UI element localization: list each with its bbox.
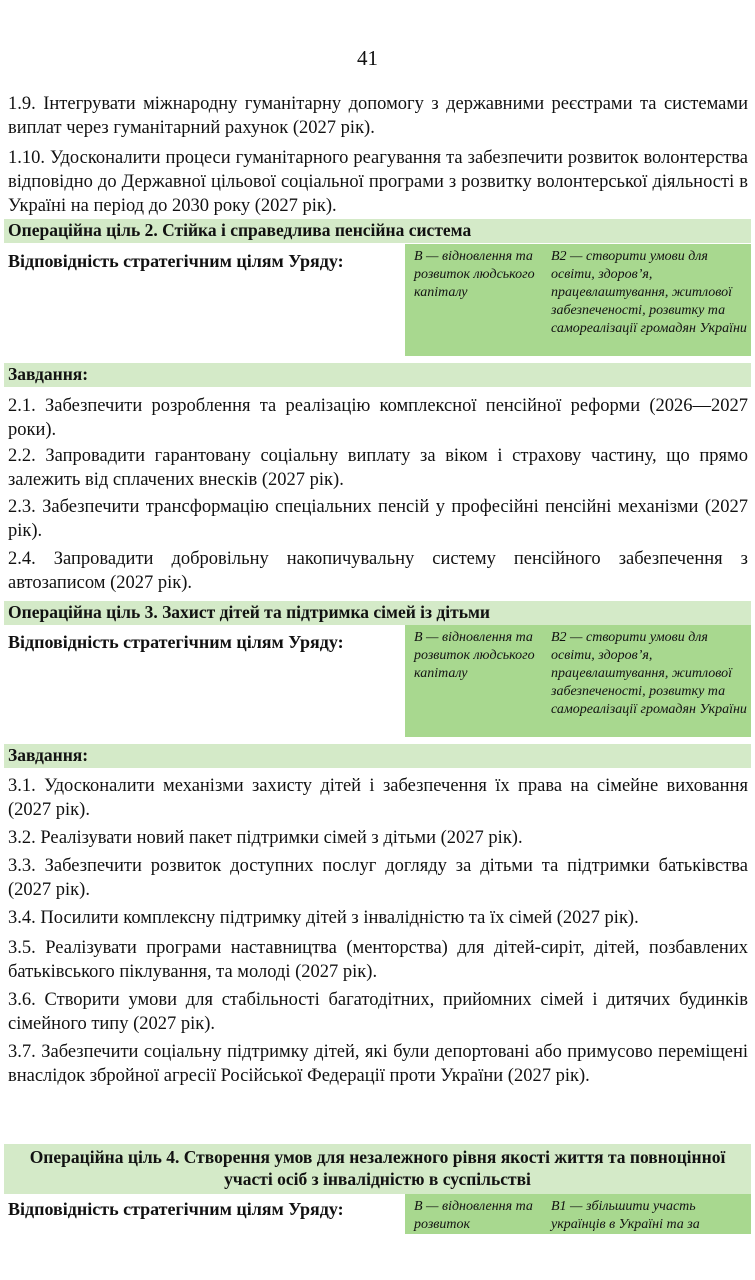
task-2-2: 2.2. Запровадити гарантовану соціальну виплату за віком і страхову частину, що прямо залежить від сплачених внесків (2027 рік). <box>8 446 748 490</box>
goal-3-alignment-label: Відповідність стратегічним цілям Уряду: <box>8 632 344 652</box>
goal-4-alignment-box <box>405 1194 751 1234</box>
goal-3-alignment-a: В — відновлення та розвиток людського капіталу <box>414 630 535 681</box>
goal-2-tasks-label: Завдання: <box>4 363 751 387</box>
goal-2-alignment-box <box>405 244 751 356</box>
goal-2-alignment-a: В — відновлення та розвиток людського капіталу <box>414 249 535 300</box>
task-3-5: 3.5. Реалізувати програми наставництва (менторства) для дітей-сиріт, дітей, позбавлених батьківського піклування, та молоді (2027 рік). <box>8 938 748 982</box>
task-3-3: 3.3. Забезпечити розвиток доступних послуг догляду за дітьми та підтримки батьківства (2027 рік). <box>8 856 748 900</box>
goal-3-alignment-box <box>405 625 751 737</box>
task-2-3: 2.3. Забезпечити трансформацію спеціальних пенсій у професійні пенсійні механізми (2027 рік). <box>8 497 748 541</box>
task-1-10: 1.10. Удосконалити процеси гуманітарного реагування та забезпечити розвиток волонтерства відповідно до Державної цільової соціальної програми з розвитку волонтерської діяльності в Україні на період до 2030 року (2027 рік). <box>8 148 748 216</box>
goal-3-alignment-b: В2 — створити умови для освіти, здоров’я, працевлаштування, житлової забезпеченості, розвитку та самореалізації громадян України <box>551 630 747 717</box>
task-2-1: 2.1. Забезпечити розроблення та реалізацію комплексної пенсійної реформи (2026—2027 роки). <box>8 396 748 440</box>
goal-3-tasks-label: Завдання: <box>4 744 751 768</box>
goal-3-title: Операційна ціль 3. Захист дітей та підтримка сімей із дітьми <box>4 601 751 625</box>
goal-2-title: Операційна ціль 2. Стійка і справедлива пенсійна система <box>4 219 751 243</box>
task-3-6: 3.6. Створити умови для стабільності багатодітних, прийомних сімей і дитячих будинків сімейного типу (2027 рік). <box>8 990 748 1034</box>
goal-4-title: Операційна ціль 4. Створення умов для незалежного рівня якості життя та повноцінної участі осіб з інвалідністю в суспільстві <box>4 1144 751 1194</box>
task-1-9: 1.9. Інтегрувати міжнародну гуманітарну допомогу з державними реєстрами та системами виплат через гуманітарний рахунок (2027 рік). <box>8 94 748 138</box>
task-3-1: 3.1. Удосконалити механізми захисту дітей і забезпечення їх права на сімейне виховання (2027 рік). <box>8 776 748 820</box>
task-2-4: 2.4. Запровадити добровільну накопичувальну систему пенсійного забезпечення з автозаписом (2027 рік). <box>8 549 748 593</box>
goal-4-alignment-a: В — відновлення та розвиток <box>414 1199 533 1232</box>
page-number: 41 <box>357 46 378 70</box>
goal-2-alignment-label: Відповідність стратегічним цілям Уряду: <box>8 251 344 271</box>
task-3-2: 3.2. Реалізувати новий пакет підтримки сімей з дітьми (2027 рік). <box>8 828 523 848</box>
task-3-4: 3.4. Посилити комплексну підтримку дітей з інвалідністю та їх сімей (2027 рік). <box>8 908 639 928</box>
task-3-7: 3.7. Забезпечити соціальну підтримку дітей, які були депортовані або примусово переміщені внаслідок збройної агресії Російської Федерації проти України (2027 рік). <box>8 1042 748 1086</box>
goal-4-alignment-label: Відповідність стратегічним цілям Уряду: <box>8 1199 344 1219</box>
goal-2-alignment-b: В2 — створити умови для освіти, здоров’я, працевлаштування, житлової забезпеченості, розвитку та самореалізації громадян України <box>551 249 747 336</box>
goal-4-alignment-b: В1 — збільшити участь українців в Україні та за <box>551 1199 700 1232</box>
